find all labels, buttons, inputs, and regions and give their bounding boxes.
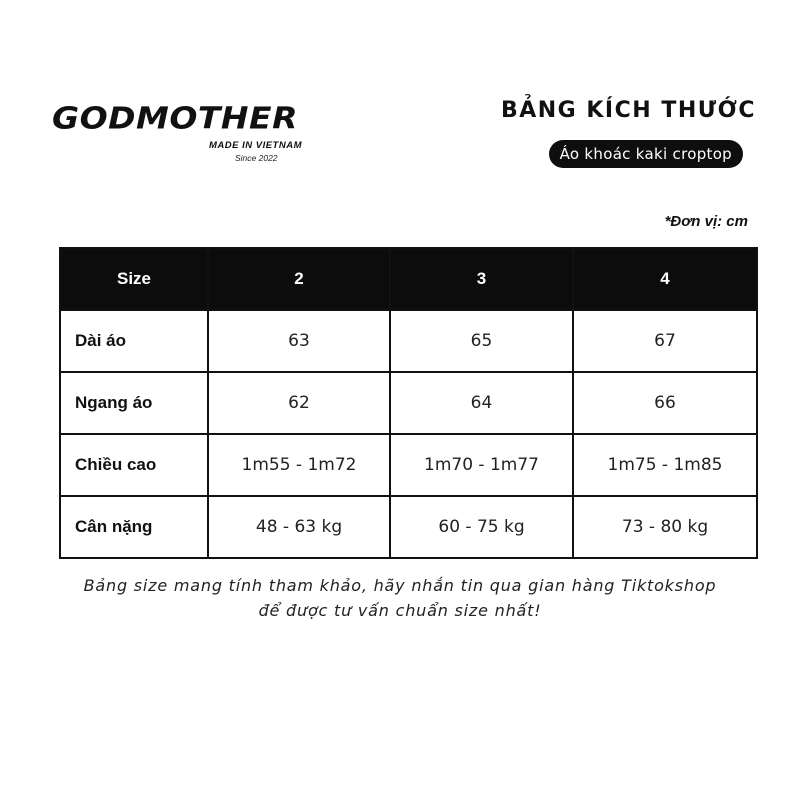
brand-since: Since 2022 — [235, 153, 278, 163]
column-header: 4 — [573, 248, 757, 310]
table-cell: 63 — [208, 310, 390, 372]
size-table — [59, 247, 758, 559]
table-cell: 60 - 75 kg — [390, 496, 573, 558]
table-cell: 1m75 - 1m85 — [573, 434, 757, 496]
brand-tagline: MADE IN VIETNAM — [209, 140, 302, 151]
table-row — [60, 372, 757, 434]
table-cell: 64 — [390, 372, 573, 434]
table-cell: 65 — [390, 310, 573, 372]
table-cell: 1m55 - 1m72 — [208, 434, 390, 496]
unit-note: *Đơn vị: cm — [664, 213, 748, 230]
column-header: 3 — [390, 248, 573, 310]
column-header: 2 — [208, 248, 390, 310]
table-row — [60, 434, 757, 496]
table-cell: 67 — [573, 310, 757, 372]
footer-note — [0, 573, 800, 623]
row-label: Cân nặng — [60, 496, 208, 558]
table-cell: 66 — [573, 372, 757, 434]
brand-block — [52, 100, 344, 163]
row-label: Chiều cao — [60, 434, 208, 496]
table-row — [60, 496, 757, 558]
product-name-badge: Áo khoác kaki croptop — [549, 140, 743, 168]
row-label: Ngang áo — [60, 372, 208, 434]
footer-note-line-1: Bảng size mang tính tham khảo, hãy nhắn tin qua gian hàng Tiktokshop — [83, 576, 717, 595]
row-label: Dài áo — [60, 310, 208, 372]
table-header-row — [60, 248, 757, 310]
table-cell: 62 — [208, 372, 390, 434]
table-cell: 48 - 63 kg — [208, 496, 390, 558]
table-cell: 1m70 - 1m77 — [390, 434, 573, 496]
table-row — [60, 310, 757, 372]
column-header-size: Size — [60, 248, 208, 310]
page-title: BẢNG KÍCH THƯỚC — [500, 98, 756, 123]
footer-note-line-2: để được tư vấn chuẩn size nhất! — [258, 601, 542, 620]
table-cell: 73 - 80 kg — [573, 496, 757, 558]
brand-logo: GODMOTHER — [52, 100, 299, 136]
